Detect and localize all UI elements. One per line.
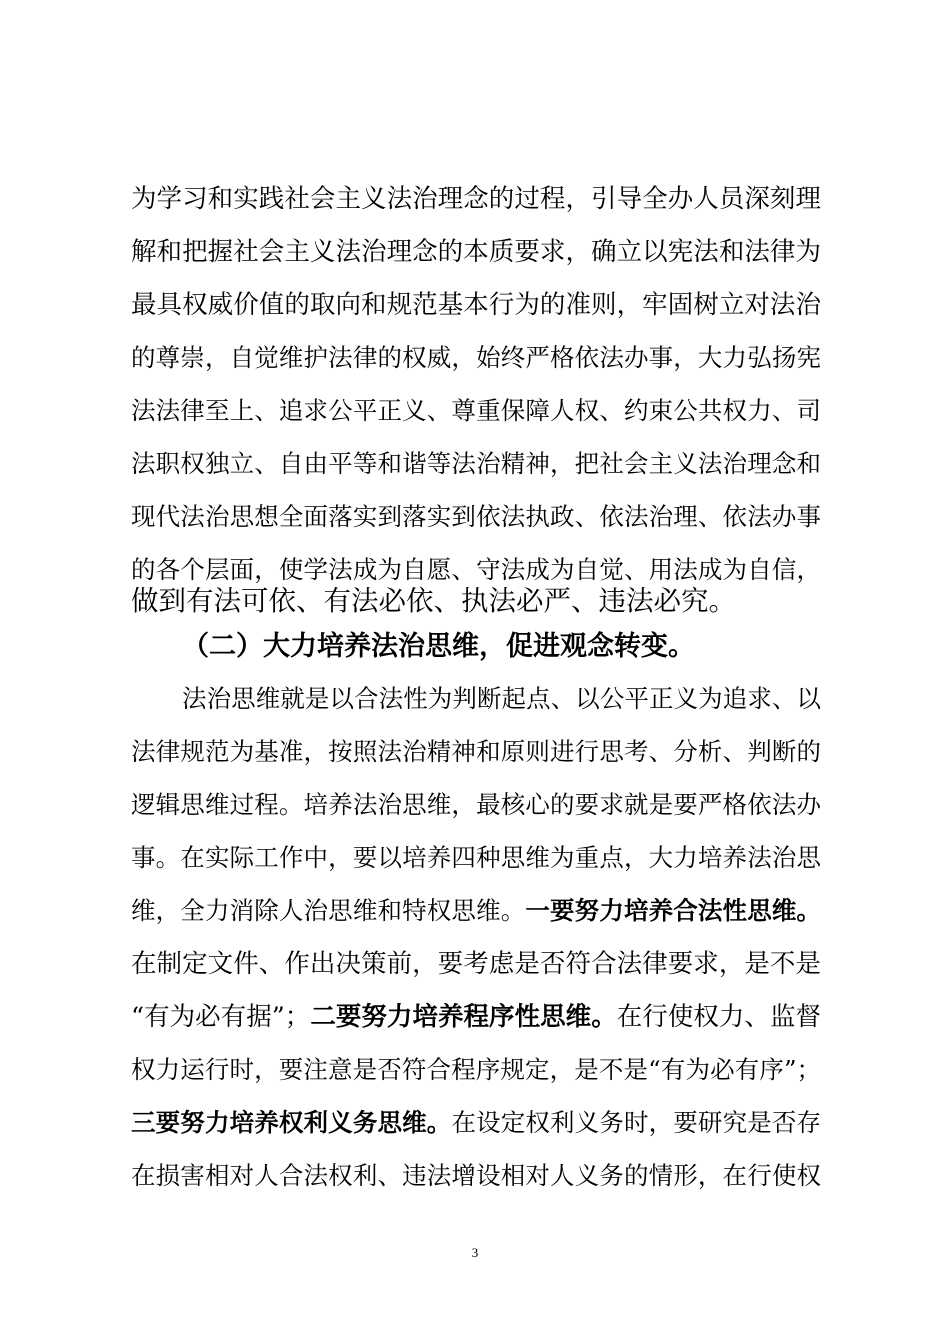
body-line-4: 的尊崇，自觉维护法律的权威，始终严格依法办事，大力弘扬宪 <box>131 343 821 372</box>
body-line-16 <box>131 997 821 1037</box>
body-line-3: 最具权威价值的取向和规范基本行为的准则，牢固树立对法治 <box>131 290 821 320</box>
body-line-6: 法职权独立、自由平等和谐等法治精神，把社会主义法治理念和 <box>131 449 821 478</box>
body-line-5: 法法律至上、追求公平正义、尊重保障人权、约束公共权力、司 <box>131 396 821 425</box>
body-line-17: 权力运行时，要注意是否符合程序规定，是不是“有为必有序”； <box>131 1055 821 1084</box>
body-line-19: 在损害相对人合法权利、违法增设相对人义务的情形，在行使权 <box>131 1161 821 1190</box>
body-line-2: 解和把握社会主义法治理念的本质要求，确立以宪法和法律为 <box>131 237 821 267</box>
body-line-7: 现代法治思想全面落实到落实到依法执政、依法治理、依法办事 <box>131 502 821 531</box>
body-line-14 <box>131 891 821 931</box>
line-16-tail: 在行使权力、监督 <box>616 1002 821 1032</box>
body-line-9: 做到有法可依、有法必依、执法必严、违法必究。 <box>131 585 736 617</box>
bold-point-1: 一要努力培养合法性思维。 <box>525 896 822 925</box>
body-line-18 <box>131 1103 821 1143</box>
body-line-8: 的各个层面，使学法成为自愿、守法成为自觉、用法成为自信， <box>131 555 821 584</box>
line-14-text: 维，全力消除人治思维和特权思维。 <box>131 896 526 925</box>
section-heading: （二）大力培养法治思维，促进观念转变。 <box>182 631 695 662</box>
body-line-11: 法律规范为基准，按照法治精神和原则进行思考、分析、判断的 <box>131 737 821 766</box>
line-18-tail: 在设定权利义务时，要研究是否存 <box>451 1108 822 1137</box>
bold-point-2: 二要努力培养程序性思维。 <box>310 1002 617 1032</box>
bold-point-3: 三要努力培养权利义务思维。 <box>131 1108 452 1137</box>
body-line-13: 事。在实际工作中，要以培养四种思维为重点，大力培养法治思 <box>131 843 821 872</box>
body-line-12: 逻辑思维过程。培养法治思维，最核心的要求就是要严格依法办 <box>131 790 821 819</box>
body-line-1: 为学习和实践社会主义法治理念的过程，引导全办人员深刻理 <box>131 184 821 214</box>
page-number: 3 <box>471 1245 479 1260</box>
body-line-15: 在制定文件、作出决策前，要考虑是否符合法律要求，是不是 <box>131 949 821 979</box>
line-16-text: “有为必有据”； <box>131 1002 311 1032</box>
body-line-10: 法治思维就是以合法性为判断起点、以公平正义为追求、以 <box>182 684 821 713</box>
